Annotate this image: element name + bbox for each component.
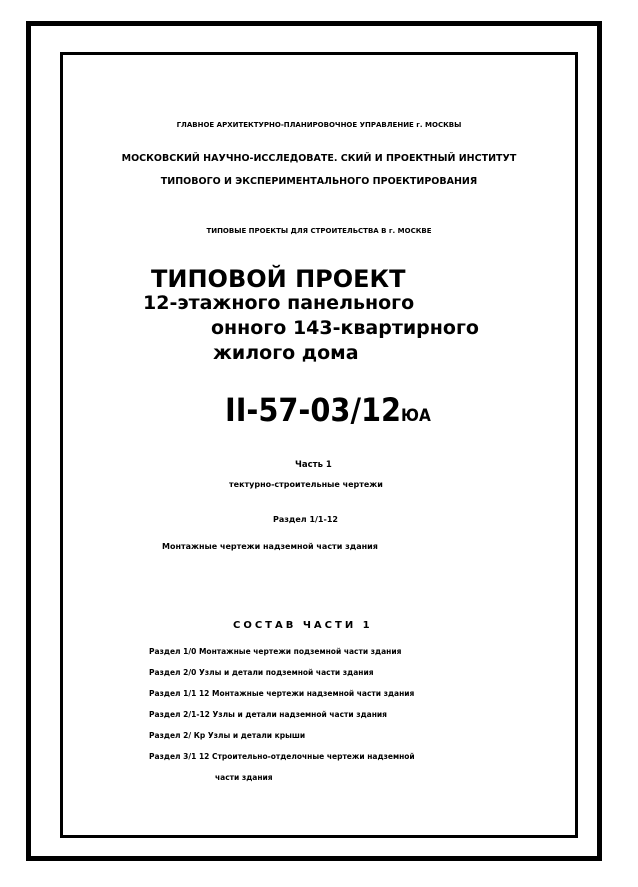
title-line-4: жилого дома xyxy=(213,342,359,364)
header-institute: МОСКОВСКИЙ НАУЧНО-ИССЛЕДОВАТЕ. СКИЙ И ПРОЕКТНЫЙ ИНСТИТУТ xyxy=(121,153,517,164)
toc-item: Раздел 1/0 Монтажные чертежи подземной части здания xyxy=(149,647,402,656)
toc-item: Раздел 1/1 12 Монтажные чертежи надземной части здания xyxy=(149,689,415,698)
toc-item: Раздел 2/1-12 Узлы и детали надземной части здания xyxy=(149,710,387,719)
project-code xyxy=(225,391,431,429)
title-line-2: 12-этажного панельного xyxy=(143,292,415,314)
title-main: ТИПОВОЙ ПРОЕКТ xyxy=(151,265,406,293)
project-code-suffix: ЮА xyxy=(401,406,431,426)
header-institute-subtitle: ТИПОВОГО И ЭКСПЕРИМЕНТАЛЬНОГО ПРОЕКТИРОВАНИЯ xyxy=(160,176,478,187)
toc-item: Раздел 3/1 12 Строительно-отделочные чертежи надземной xyxy=(149,752,415,761)
header-series: ТИПОВЫЕ ПРОЕКТЫ ДЛЯ СТРОИТЕЛЬСТВА В г. МОСКВЕ xyxy=(206,227,432,235)
toc-heading: СОСТАВ ЧАСТИ 1 xyxy=(233,620,373,631)
title-sheet-frame xyxy=(60,52,578,838)
header-agency: ГЛАВНОЕ АРХИТЕКТУРНО-ПЛАНИРОВОЧНОЕ УПРАВЛЕНИЕ г. МОСКВЫ xyxy=(176,121,462,129)
toc-item: Раздел 2/0 Узлы и детали подземной части здания xyxy=(149,668,374,677)
toc-item-continuation: части здания xyxy=(215,773,273,782)
title-line-3: онного 143-квартирного xyxy=(211,317,479,339)
part-name: тектурно-строительные чертежи xyxy=(229,480,383,489)
section-name: Монтажные чертежи надземной части здания xyxy=(162,542,378,551)
part-label: Часть 1 xyxy=(295,460,332,470)
toc-item: Раздел 2/ Кр Узлы и детали крыши xyxy=(149,731,306,740)
project-code-main: II-57-03/12 xyxy=(225,391,402,429)
section-label: Раздел 1/1-12 xyxy=(273,515,338,524)
